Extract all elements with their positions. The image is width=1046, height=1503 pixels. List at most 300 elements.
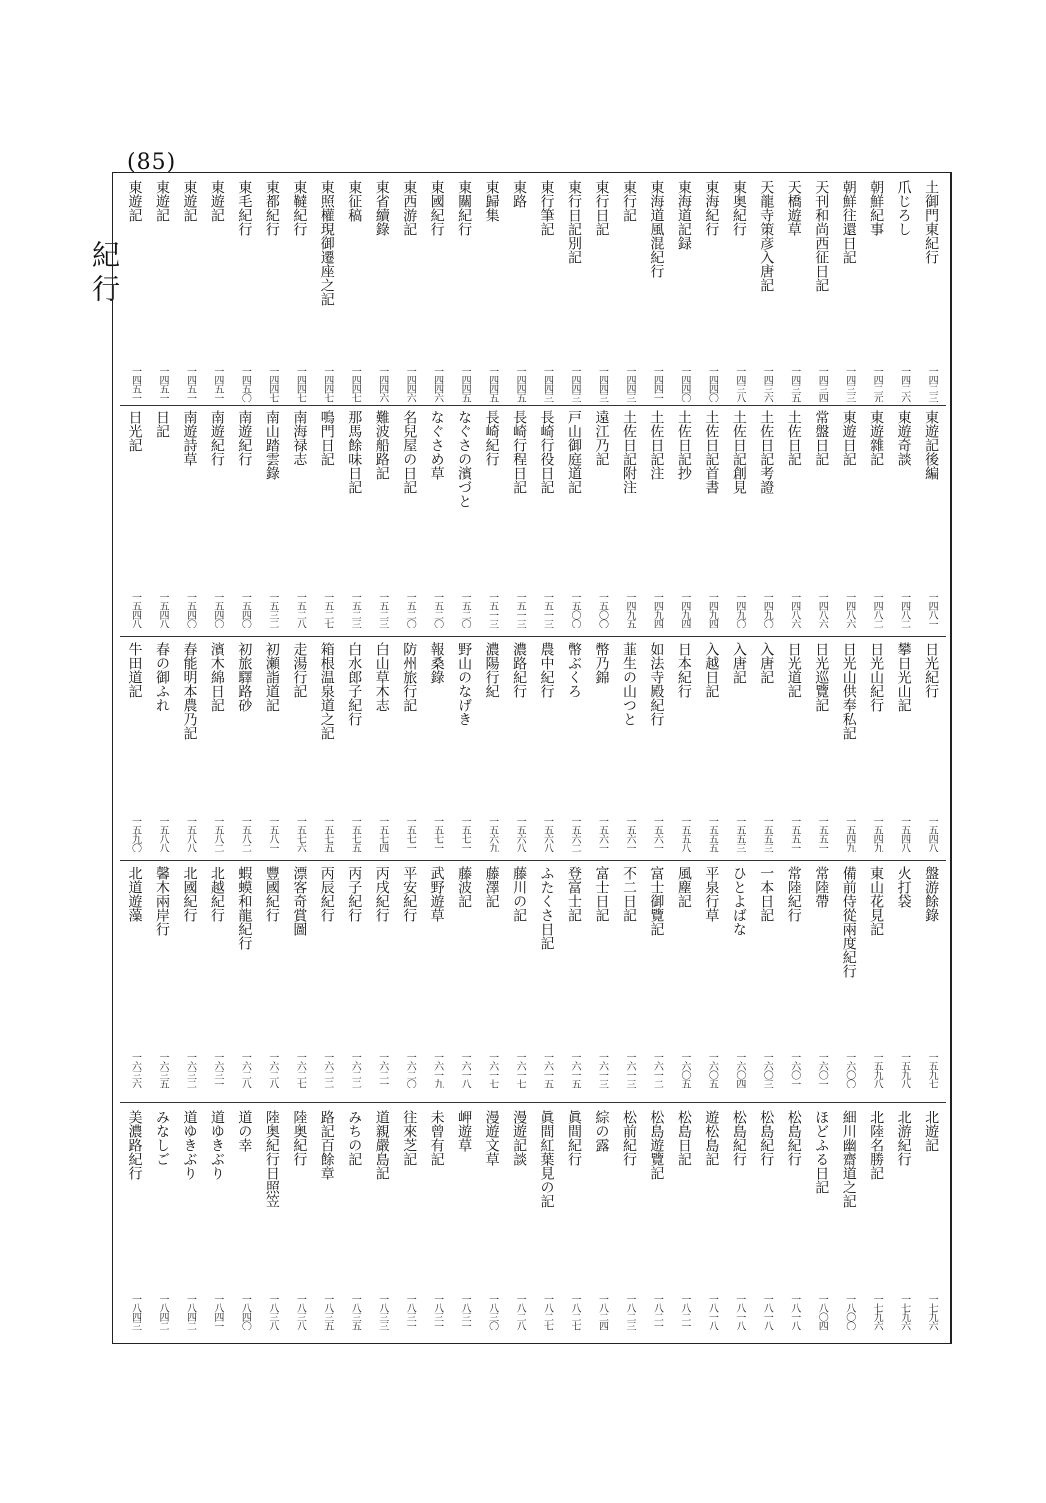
entry-title: 春の御ふれ xyxy=(153,642,170,712)
entry-title: 藤川の記 xyxy=(511,866,528,922)
entry-title: 土佐日記 xyxy=(785,410,802,466)
index-entry xyxy=(726,642,751,852)
index-entry xyxy=(589,642,614,852)
entry-title: 南遊紀行 xyxy=(236,410,253,466)
entry-title: 東奥紀行 xyxy=(730,180,747,236)
entry-title: 日光巡覽記 xyxy=(813,642,830,712)
entry-page-number: 一四八一 xyxy=(926,592,938,628)
index-entry xyxy=(149,866,174,1088)
entry-title: 東照權現御遷座之記 xyxy=(318,180,335,306)
entry-page-number: 一四九四 xyxy=(706,592,718,628)
entry-page-number: 一五四八 xyxy=(898,816,910,852)
index-tier-3 xyxy=(120,642,946,852)
index-entry xyxy=(149,642,174,852)
entry-page-number: 一五二〇 xyxy=(431,592,443,628)
entry-title: 長崎紀行 xyxy=(483,410,500,466)
entry-title: 北遊記 xyxy=(923,1110,940,1152)
entry-page-number: 一四五〇 xyxy=(239,366,251,402)
entry-title: 風塵記 xyxy=(675,866,692,908)
entry-page-number: 一五五八 xyxy=(678,816,690,852)
index-entry xyxy=(452,1110,477,1330)
entry-page-number: 一五八八 xyxy=(156,816,168,852)
index-entry xyxy=(616,1110,641,1330)
index-entry xyxy=(891,410,916,628)
entry-title: 東關紀行 xyxy=(456,180,473,236)
entry-title: 松島紀行 xyxy=(785,1110,802,1166)
index-entry xyxy=(397,642,422,852)
index-entry xyxy=(122,180,147,402)
index-entry xyxy=(177,1110,202,1330)
entry-title: 蝦蟆和龍紀行 xyxy=(236,866,253,950)
entry-title: 登富士記 xyxy=(566,866,582,922)
index-entry xyxy=(836,1110,861,1330)
entry-page-number: 一四三八 xyxy=(733,366,745,402)
entry-title: 松島日記 xyxy=(675,1110,692,1166)
entry-page-number: 一八四三 xyxy=(129,1294,141,1330)
index-entry xyxy=(342,866,367,1088)
entry-page-number: 一八三八 xyxy=(294,1294,306,1330)
index-entry xyxy=(369,642,394,852)
index-entry xyxy=(397,1110,422,1330)
entry-title: 東路 xyxy=(511,180,528,208)
index-entry xyxy=(287,410,312,628)
entry-title: 東遊記 xyxy=(126,180,143,222)
entry-title: みちの記 xyxy=(346,1110,363,1166)
index-entry xyxy=(809,410,834,628)
entry-title: 藤澤記 xyxy=(483,866,500,908)
index-entry xyxy=(369,410,394,628)
entry-title: 朝鮮往還日記 xyxy=(840,180,857,264)
entry-page-number: 一四五一 xyxy=(184,366,196,402)
index-entry xyxy=(864,642,889,852)
entry-page-number: 一五七一 xyxy=(459,816,471,852)
entry-page-number: 一四四七 xyxy=(266,366,278,402)
entry-page-number: 一八三五 xyxy=(321,1294,333,1330)
index-entry xyxy=(781,1110,806,1330)
entry-title: 名兒屋の日記 xyxy=(401,410,418,494)
entry-title: 備前侍從兩度紀行 xyxy=(840,866,857,978)
index-entry xyxy=(534,642,559,852)
entry-title: 東遊記 xyxy=(153,180,170,222)
entry-page-number: 一八二四 xyxy=(596,1294,608,1330)
entry-page-number: 一五四九 xyxy=(871,816,883,852)
index-entry xyxy=(534,410,559,628)
index-entry xyxy=(479,866,504,1088)
entry-title: 天刊和尚西征日記 xyxy=(813,180,830,292)
entry-page-number: 一六一三 xyxy=(596,1052,608,1088)
entry-title: 土佐日記首書 xyxy=(703,410,720,494)
index-entry xyxy=(479,410,504,628)
index-entry xyxy=(671,642,696,852)
entry-page-number: 一五七五 xyxy=(349,816,361,852)
entry-page-number: 一四三五 xyxy=(788,366,800,402)
entry-title: 土佐日記抄 xyxy=(675,410,692,480)
entry-page-number: 一五九八 xyxy=(898,1052,910,1088)
entry-title: 如法寺殿紀行 xyxy=(648,642,665,726)
entry-page-number: 一六二八 xyxy=(266,1052,278,1088)
entry-title: 入唐記 xyxy=(758,642,775,684)
entry-title: 南海禄志 xyxy=(291,410,308,466)
entry-page-number: 一七九六 xyxy=(871,1294,883,1330)
index-entry xyxy=(644,180,669,402)
entry-page-number: 一五三二 xyxy=(266,592,278,628)
entry-page-number: 一五五一 xyxy=(816,816,828,852)
entry-title: 武野遊草 xyxy=(428,866,445,922)
entry-page-number: 一八四一 xyxy=(211,1294,223,1330)
entry-page-number: 一五七一 xyxy=(431,816,443,852)
entry-title: 幣乃錦 xyxy=(593,642,610,684)
entry-title: 漫遊文草 xyxy=(483,1110,500,1166)
entry-page-number: 一五四〇 xyxy=(239,592,251,628)
entry-title: 土佐日記考證 xyxy=(758,410,775,494)
entry-page-number: 一四八二 xyxy=(871,592,883,628)
index-entry xyxy=(232,866,257,1088)
tier-divider xyxy=(120,1102,946,1103)
index-entry xyxy=(259,410,284,628)
entry-title: 入唐記 xyxy=(730,642,747,684)
index-entry xyxy=(122,410,147,628)
entry-title: 白水郎子紀行 xyxy=(346,642,363,726)
index-entry xyxy=(424,866,449,1088)
entry-title: 往來芝記 xyxy=(401,1110,418,1166)
index-entry xyxy=(754,1110,779,1330)
index-entry xyxy=(534,180,559,402)
entry-title: 平安紀行 xyxy=(401,866,418,922)
entry-page-number: 一六二二 xyxy=(321,1052,333,1088)
entry-title: 岬遊草 xyxy=(456,1110,473,1152)
entry-page-number: 一四四一 xyxy=(651,366,663,402)
index-entry xyxy=(864,180,889,402)
entry-page-number: 一四四六 xyxy=(404,366,416,402)
entry-page-number: 一四四六 xyxy=(376,366,388,402)
index-entry xyxy=(424,1110,449,1330)
index-entry xyxy=(314,642,339,852)
entry-title: 土御門東紀行 xyxy=(923,180,940,264)
index-entry xyxy=(754,866,779,1088)
entry-page-number: 一四四三 xyxy=(623,366,635,402)
entry-title: 初瀬詣道記 xyxy=(263,642,280,712)
index-entry xyxy=(149,180,174,402)
index-entry xyxy=(232,642,257,852)
index-entry xyxy=(177,180,202,402)
entry-page-number: 一五二三 xyxy=(349,592,361,628)
entry-page-number: 一五二三 xyxy=(376,592,388,628)
index-tier-2 xyxy=(120,410,946,628)
entry-title: 松島紀行 xyxy=(758,1110,775,1166)
entry-page-number: 一五一三 xyxy=(541,592,553,628)
index-entry xyxy=(342,1110,367,1330)
index-entry xyxy=(726,410,751,628)
index-entry xyxy=(259,180,284,402)
entry-title: 牛田道記 xyxy=(126,642,143,698)
index-entry xyxy=(589,410,614,628)
index-entry xyxy=(562,410,587,628)
entry-page-number: 一五六九 xyxy=(486,816,498,852)
entry-title: 東海紀行 xyxy=(703,180,720,236)
entry-page-number: 一六〇五 xyxy=(678,1052,690,1088)
index-entry xyxy=(204,180,229,402)
index-entry xyxy=(836,866,861,1088)
entry-title: 東行記 xyxy=(620,180,637,222)
index-entry xyxy=(864,1110,889,1330)
entry-page-number: 一四八二 xyxy=(898,592,910,628)
index-entry xyxy=(616,642,641,852)
entry-title: 馨木兩岸行 xyxy=(153,866,170,936)
index-entry xyxy=(671,1110,696,1330)
index-entry xyxy=(259,1110,284,1330)
index-entry xyxy=(452,410,477,628)
entry-page-number: 一五五三 xyxy=(761,816,773,852)
entry-page-number: 一八三〇 xyxy=(486,1294,498,1330)
entry-page-number: 一五〇〇 xyxy=(569,592,580,628)
entry-page-number: 一五〇〇 xyxy=(596,592,608,628)
index-entry xyxy=(122,866,147,1088)
entry-page-number: 一四四七 xyxy=(321,366,333,402)
index-entry xyxy=(616,410,641,628)
entry-title: 南山踏雲錄 xyxy=(263,410,280,480)
entry-page-number: 一五六一 xyxy=(651,816,663,852)
index-entry xyxy=(562,642,587,852)
entry-title: 東遊記後編 xyxy=(923,410,940,480)
entry-page-number: 一七九六 xyxy=(898,1294,910,1330)
index-entry xyxy=(287,180,312,402)
entry-page-number: 一五四〇 xyxy=(211,592,223,628)
entry-title: 眞間紀行 xyxy=(566,1110,582,1166)
index-entry xyxy=(342,410,367,628)
entry-title: 韮生の山つと xyxy=(620,642,637,726)
entry-title: 火打袋 xyxy=(895,866,912,908)
index-entry xyxy=(919,1110,944,1330)
entry-page-number: 一六〇〇 xyxy=(843,1052,855,1088)
index-entry xyxy=(726,866,751,1088)
entry-title: 遠江乃記 xyxy=(593,410,610,466)
entry-title: 初旅驛路砂 xyxy=(236,642,253,712)
entry-title: 長崎行役日記 xyxy=(538,410,555,494)
entry-title: 細川幽齋道之記 xyxy=(840,1110,857,1208)
entry-title: 箱根温泉道之記 xyxy=(318,642,335,740)
index-entry xyxy=(177,642,202,852)
entry-title: 東遊日記 xyxy=(840,410,857,466)
index-entry xyxy=(836,410,861,628)
entry-title: 土佐日記附注 xyxy=(620,410,637,494)
index-entry xyxy=(122,1110,147,1330)
entry-page-number: 一八二八 xyxy=(514,1294,526,1330)
entry-title: 天龍寺策彦入唐記 xyxy=(758,180,775,292)
entry-title: 常盤日記 xyxy=(813,410,830,466)
entry-title: 攀日光山記 xyxy=(895,642,912,712)
entry-title: 路記百餘章 xyxy=(318,1110,335,1180)
entry-title: 白山草木志 xyxy=(373,642,390,712)
entry-title: 土佐日記注 xyxy=(648,410,665,480)
index-entry xyxy=(232,410,257,628)
entry-page-number: 一八三一 xyxy=(459,1294,471,1330)
index-entry xyxy=(204,642,229,852)
entry-title: 東西游記 xyxy=(401,180,418,236)
index-entry xyxy=(616,866,641,1088)
index-entry xyxy=(534,1110,559,1330)
entry-page-number: 一四四七 xyxy=(349,366,361,402)
index-entry xyxy=(287,642,312,852)
index-entry xyxy=(781,410,806,628)
entry-page-number: 一五六二 xyxy=(569,816,580,852)
entry-page-number: 一四八六 xyxy=(816,592,828,628)
entry-page-number: 一五六八 xyxy=(514,816,526,852)
index-entry xyxy=(342,642,367,852)
index-entry xyxy=(699,180,724,402)
index-entry xyxy=(864,866,889,1088)
index-entry xyxy=(397,410,422,628)
entry-page-number: 一四三三 xyxy=(843,366,855,402)
entry-title: 日光山供奉私記 xyxy=(840,642,857,740)
entry-title: 日光道記 xyxy=(785,642,802,698)
index-entry xyxy=(699,642,724,852)
entry-page-number: 一五七六 xyxy=(294,816,306,852)
entry-title: 丙戌紀行 xyxy=(373,866,390,922)
entry-page-number: 一五八二 xyxy=(239,816,251,852)
entry-page-number: 一六〇五 xyxy=(706,1052,718,1088)
entry-title: 南遊詩草 xyxy=(181,410,198,466)
entry-page-number: 一八三五 xyxy=(349,1294,361,1330)
entry-title: 南遊紀行 xyxy=(208,410,225,466)
entry-title: なぐさめ草 xyxy=(428,410,445,480)
entry-page-number: 一八四〇 xyxy=(239,1294,251,1330)
entry-title: 日光記 xyxy=(126,410,143,452)
index-entry xyxy=(919,410,944,628)
index-entry xyxy=(589,866,614,1088)
entry-title: 道の幸 xyxy=(236,1110,253,1152)
entry-page-number: 一五四八 xyxy=(156,592,168,628)
index-entry xyxy=(369,1110,394,1330)
entry-title: 美濃路紀行 xyxy=(126,1110,143,1180)
entry-title: 戸山御庭道記 xyxy=(566,410,582,494)
entry-page-number: 一五九七 xyxy=(926,1052,938,1088)
index-entry xyxy=(424,642,449,852)
entry-title: 富士御覽記 xyxy=(648,866,665,936)
entry-page-number: 一四二三 xyxy=(926,366,938,402)
entry-page-number: 一四四五 xyxy=(514,366,526,402)
entry-title: 富士日記 xyxy=(593,866,610,922)
entry-title: 東海道風混紀行 xyxy=(648,180,665,278)
entry-title: 春能明本農乃記 xyxy=(181,642,198,740)
entry-page-number: 一八一八 xyxy=(761,1294,773,1330)
entry-page-number: 一六一九 xyxy=(431,1052,443,1088)
index-entry xyxy=(204,866,229,1088)
entry-page-number: 一五八八 xyxy=(184,816,196,852)
entry-title: 濱木綿日記 xyxy=(208,642,225,712)
entry-page-number: 一八三一 xyxy=(404,1294,416,1330)
index-entry xyxy=(891,1110,916,1330)
entry-title: 朝鮮紀事 xyxy=(868,180,885,236)
index-tier-5 xyxy=(120,1110,946,1330)
index-entry xyxy=(479,1110,504,1330)
entry-page-number: 一四九〇 xyxy=(733,592,745,628)
entry-title: 盤游餘錄 xyxy=(923,866,940,922)
entry-page-number: 一五六一 xyxy=(596,816,608,852)
index-entry xyxy=(149,410,174,628)
entry-title: 東遊記 xyxy=(208,180,225,222)
entry-page-number: 一六一八 xyxy=(459,1052,471,1088)
entry-page-number: 一五一三 xyxy=(514,592,526,628)
entry-title: 入越日記 xyxy=(703,642,720,698)
index-entry xyxy=(369,866,394,1088)
page-number: (85) xyxy=(127,150,177,175)
entry-page-number: 一五六八 xyxy=(541,816,553,852)
entry-title: 幣ぶくろ xyxy=(566,642,582,698)
entry-page-number: 一八一八 xyxy=(788,1294,800,1330)
entry-page-number: 一八〇四 xyxy=(816,1294,828,1330)
entry-title: 北道遊藻 xyxy=(126,866,143,922)
index-entry xyxy=(616,180,641,402)
entry-title: 道ゆきぶり xyxy=(208,1110,225,1180)
entry-page-number: 一四八六 xyxy=(843,592,855,628)
entry-page-number: 一八一八 xyxy=(733,1294,745,1330)
entry-page-number: 一五四〇 xyxy=(184,592,196,628)
entry-title: 陸奥紀行 xyxy=(291,1110,308,1166)
index-entry xyxy=(507,1110,532,1330)
index-entry xyxy=(259,866,284,1088)
entry-title: 遊松島記 xyxy=(703,1110,720,1166)
entry-page-number: 一四三四 xyxy=(816,366,828,402)
tier-divider xyxy=(120,405,946,406)
entry-title: 丙辰紀行 xyxy=(318,866,335,922)
entry-page-number: 一四五一 xyxy=(211,366,223,402)
entry-page-number: 一四九四 xyxy=(651,592,663,628)
index-entry xyxy=(534,866,559,1088)
index-entry xyxy=(562,180,587,402)
index-entry xyxy=(314,410,339,628)
entry-title: 長崎行程日記 xyxy=(511,410,528,494)
index-entry xyxy=(836,642,861,852)
entry-page-number: 一六二二 xyxy=(349,1052,361,1088)
tier-divider xyxy=(120,636,946,637)
entry-title: 日本紀行 xyxy=(675,642,692,698)
entry-title: ふたくさ日記 xyxy=(538,866,555,950)
entry-title: 東征稿 xyxy=(346,180,363,222)
index-entry xyxy=(671,180,696,402)
index-entry xyxy=(726,1110,751,1330)
entry-page-number: 一五八一 xyxy=(266,816,278,852)
entry-page-number: 一六一七 xyxy=(514,1052,526,1088)
entry-page-number: 一四四六 xyxy=(431,366,443,402)
entry-page-number: 一六〇三 xyxy=(761,1052,773,1088)
entry-title: 常陸帶 xyxy=(813,866,830,908)
entry-title: 東山花見記 xyxy=(868,866,885,936)
index-entry xyxy=(809,180,834,402)
index-entry xyxy=(259,642,284,852)
entry-page-number: 一五七一 xyxy=(404,816,416,852)
entry-title: 濃路紀行 xyxy=(511,642,528,698)
entry-page-number: 一五五三 xyxy=(733,816,745,852)
index-entry xyxy=(919,642,944,852)
entry-title: 陸奥紀行日照笠 xyxy=(263,1110,280,1208)
entry-page-number: 一四四五 xyxy=(486,366,498,402)
entry-title: 東遊奇談 xyxy=(895,410,912,466)
index-entry xyxy=(809,642,834,852)
entry-page-number: 一五七四 xyxy=(376,816,388,852)
index-entry xyxy=(479,180,504,402)
entry-page-number: 一八三一 xyxy=(431,1294,443,1330)
entry-page-number: 一四九〇 xyxy=(761,592,773,628)
entry-page-number: 一五六一 xyxy=(623,816,635,852)
entry-title: 東歸集 xyxy=(483,180,500,222)
index-entry xyxy=(809,1110,834,1330)
index-entry xyxy=(919,866,944,1088)
entry-title: 東遊雜記 xyxy=(868,410,885,466)
entry-page-number: 一八二一 xyxy=(678,1294,690,1330)
index-entry xyxy=(452,642,477,852)
entry-page-number: 一八二七 xyxy=(541,1294,553,1330)
index-entry xyxy=(149,1110,174,1330)
